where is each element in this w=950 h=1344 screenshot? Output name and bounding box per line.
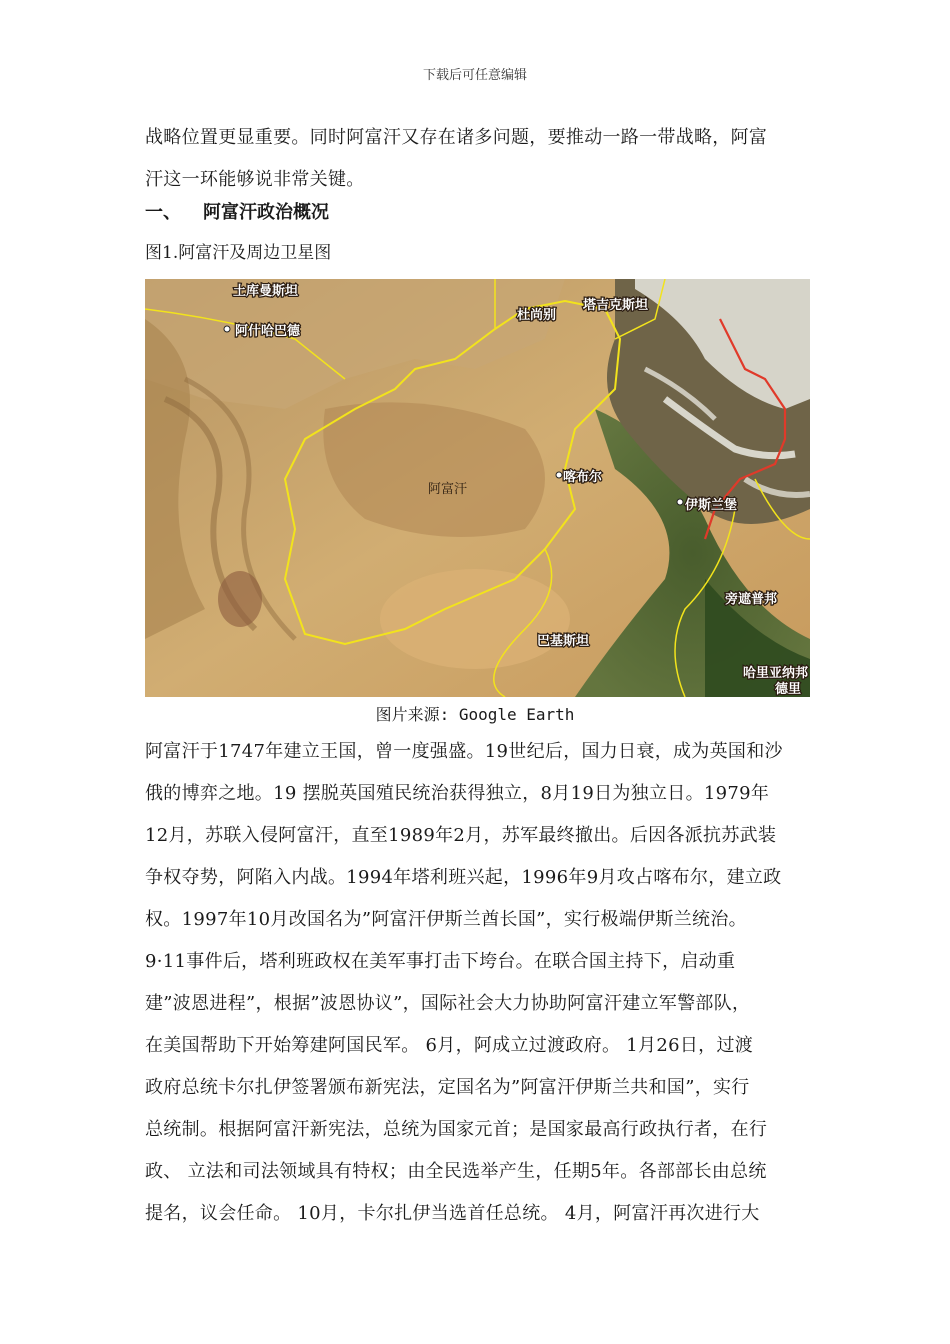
map-label-ashgabat: 阿什哈巴德 (235, 324, 301, 339)
figure-source: 图片来源: Google Earth (375, 705, 575, 724)
text-line: 9·11事件后，塔利班政权在美军事打击下垮台。在联合国主持下，启动重 (145, 951, 736, 972)
intro-paragraph (145, 117, 810, 201)
body-paragraph (145, 731, 810, 1235)
map-label-islamabad: 伊斯兰堡 (685, 498, 738, 513)
map-label-dushanbe: 杜尚别 (517, 308, 557, 323)
text-line: 提名，议会任命。 10月，卡尔扎伊当选首任总统。 4月，阿富汗再次进行大 (145, 1203, 760, 1224)
text-line: 12月，苏联入侵阿富汗，直至1989年2月，苏军最终撤出。后因各派抗苏武装 (145, 825, 777, 846)
map-label-tajikistan: 塔吉克斯坦 (583, 298, 649, 313)
figure-caption: 图1.阿富汗及周边卫星图 (145, 243, 332, 263)
map-label-delhi: 德里 (775, 682, 802, 697)
map-label-punjab: 旁遮普邦 (725, 592, 778, 607)
section-number: 一、 (145, 202, 181, 223)
map-label-kabul: 喀布尔 (563, 470, 603, 485)
text-line: 政、 立法和司法领域具有特权；由全民选举产生，任期5年。各部部长由总统 (145, 1161, 767, 1182)
map-label-pakistan: 巴基斯坦 (537, 634, 590, 649)
text-line: 汗这一环能够说非常关键。 (145, 169, 365, 190)
text-line: 俄的博弈之地。19 摆脱英国殖民统治获得独立，8月19日为独立日。1979年 (145, 783, 770, 804)
text-line: 政府总统卡尔扎伊签署颁布新宪法，定国名为”阿富汗伊斯兰共和国”，实行 (145, 1077, 750, 1098)
satellite-map (145, 279, 810, 697)
map-label-afghanistan: 阿富汗 (428, 482, 468, 497)
text-line: 争权夺势，阿陷入内战。1994年塔利班兴起，1996年9月攻占喀布尔，建立政 (145, 867, 782, 888)
text-line: 阿富汗于1747年建立王国，曾一度强盛。19世纪后，国力日衰，成为英国和沙 (145, 741, 783, 762)
map-label-turkmenistan: 土库曼斯坦 (233, 284, 299, 299)
section-title: 阿富汗政治概况 (203, 202, 329, 223)
page-header: 下载后可任意编辑 (422, 68, 527, 83)
text-line: 建”波恩进程”，根据”波恩协议”，国际社会大力协助阿富汗建立军警部队， (145, 993, 751, 1014)
text-line: 权。1997年10月改国名为”阿富汗伊斯兰酋长国”，实行极端伊斯兰统治。 (145, 909, 747, 930)
map-label-haryana: 哈里亚纳邦 (743, 666, 809, 681)
section-heading (145, 198, 329, 224)
text-line: 总统制。根据阿富汗新宪法，总统为国家元首；是国家最高行政执行者，在行 (145, 1119, 768, 1140)
text-line: 在美国帮助下开始筹建阿国民军。 6月，阿成立过渡政府。 1月26日，过渡 (145, 1035, 754, 1056)
text-line: 战略位置更显重要。同时阿富汗又存在诸多问题，要推动一路一带战略，阿富 (145, 127, 768, 148)
